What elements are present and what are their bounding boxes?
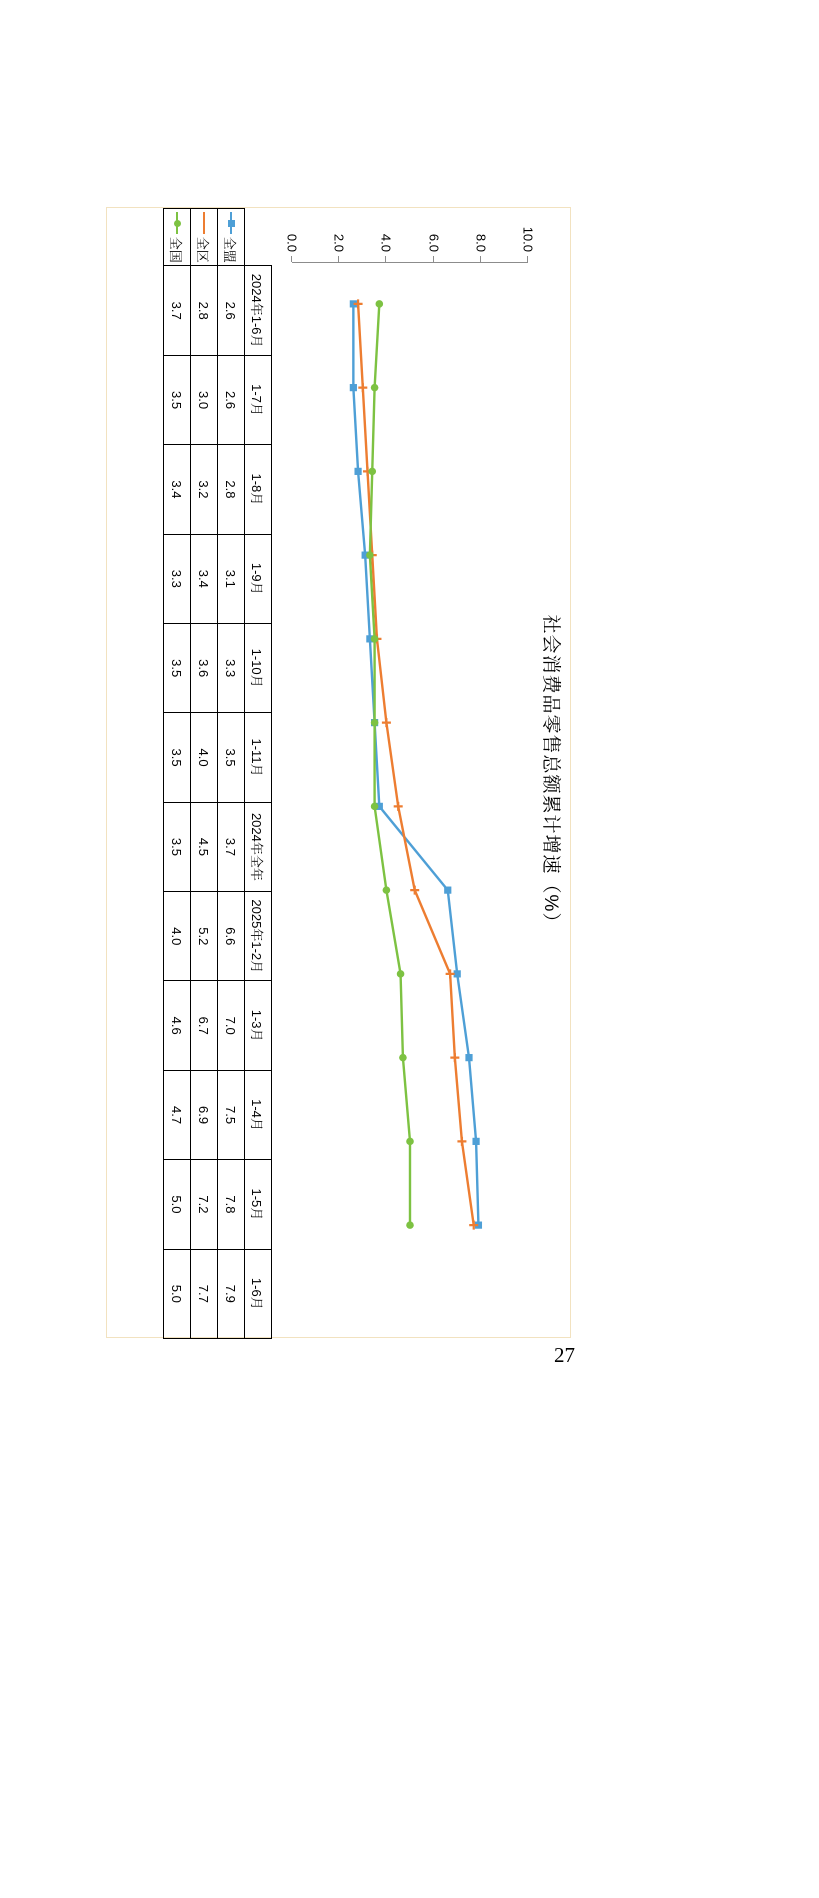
table-cell: 3.5 bbox=[164, 713, 191, 802]
table-cell: 3.7 bbox=[218, 802, 245, 891]
legend-item-全盟[interactable] bbox=[218, 209, 245, 266]
table-column-header: 1-6月 bbox=[245, 1249, 272, 1338]
table-cell: 4.0 bbox=[164, 892, 191, 981]
series-marker-全盟 bbox=[472, 1138, 479, 1145]
y-axis-tick-label: 10.0 bbox=[520, 226, 536, 252]
series-marker-全国 bbox=[371, 384, 379, 392]
table-cell: 6.6 bbox=[218, 892, 245, 981]
series-marker-全盟 bbox=[444, 887, 451, 894]
table-cell: 2.6 bbox=[218, 355, 245, 444]
series-marker-全国 bbox=[376, 300, 384, 308]
table-cell: 7.2 bbox=[191, 1160, 218, 1249]
table-column-header: 1-11月 bbox=[245, 713, 272, 802]
series-marker-全盟 bbox=[465, 1054, 472, 1061]
series-marker-全盟 bbox=[354, 468, 361, 475]
table-cell: 3.5 bbox=[164, 802, 191, 891]
table-cell: 3.3 bbox=[164, 534, 191, 623]
y-axis-tick-label: 0.0 bbox=[284, 233, 300, 252]
series-marker-全国 bbox=[383, 886, 391, 894]
table-cell: 3.3 bbox=[218, 623, 245, 712]
legend-label: 全国 bbox=[168, 236, 184, 263]
series-marker-全区 bbox=[457, 1137, 466, 1146]
chart-rotated-stage bbox=[107, 208, 572, 1339]
table-column-header: 1-4月 bbox=[245, 1070, 272, 1159]
table-column-header: 1-3月 bbox=[245, 981, 272, 1070]
page-number: 27 bbox=[554, 1343, 575, 1367]
table-cell: 7.7 bbox=[191, 1249, 218, 1338]
series-marker-全盟 bbox=[454, 970, 461, 977]
table-column-header: 2025年1-2月 bbox=[245, 892, 272, 981]
table-cell: 3.7 bbox=[164, 266, 191, 355]
table-cell: 3.6 bbox=[191, 623, 218, 712]
y-axis-tick-label: 8.0 bbox=[473, 233, 489, 252]
table-cell: 5.0 bbox=[164, 1160, 191, 1249]
series-marker-全区 bbox=[410, 886, 419, 895]
legend-item-全国[interactable] bbox=[164, 209, 191, 266]
table-cell: 3.2 bbox=[191, 445, 218, 534]
series-marker-全区 bbox=[450, 1053, 459, 1062]
table-cell: 7.0 bbox=[218, 981, 245, 1070]
table-cell: 5.0 bbox=[164, 1249, 191, 1338]
table-row bbox=[164, 209, 191, 1339]
table-cell: 7.9 bbox=[218, 1249, 245, 1338]
legend-label: 全区 bbox=[195, 236, 211, 263]
table-row bbox=[191, 209, 218, 1339]
table-cell: 2.8 bbox=[218, 445, 245, 534]
table-cell: 7.8 bbox=[218, 1160, 245, 1249]
table-cell: 4.0 bbox=[191, 713, 218, 802]
table-cell: 3.4 bbox=[164, 445, 191, 534]
table-cell: 3.5 bbox=[164, 355, 191, 444]
series-marker-全国 bbox=[371, 803, 379, 811]
table-column-header: 2024年全年 bbox=[245, 802, 272, 891]
table-cell: 3.4 bbox=[191, 534, 218, 623]
y-axis-tick-label: 6.0 bbox=[426, 233, 442, 252]
table-column-header: 1-7月 bbox=[245, 355, 272, 444]
legend-marker-icon bbox=[203, 212, 205, 234]
table-cell: 4.7 bbox=[164, 1070, 191, 1159]
chart-data-table bbox=[163, 208, 272, 1339]
series-marker-全区 bbox=[446, 969, 455, 978]
series-marker-全国 bbox=[366, 551, 374, 559]
table-cell: 3.5 bbox=[164, 623, 191, 712]
table-column-header: 1-5月 bbox=[245, 1160, 272, 1249]
table-column-header: 2024年1-6月 bbox=[245, 266, 272, 355]
series-marker-全区 bbox=[358, 383, 367, 392]
legend-marker-icon bbox=[176, 212, 178, 234]
table-cell: 2.8 bbox=[191, 266, 218, 355]
table-header bbox=[245, 209, 272, 1339]
table-header-row bbox=[245, 209, 272, 1339]
series-marker-全国 bbox=[397, 970, 405, 978]
series-marker-全区 bbox=[382, 718, 391, 727]
chart-title: 社会消费品零售总额累计增速（%） bbox=[540, 614, 561, 933]
series-marker-全国 bbox=[406, 1221, 414, 1229]
chart-plot-area bbox=[272, 208, 572, 1339]
chart-canvas bbox=[284, 226, 536, 1267]
series-marker-全国 bbox=[371, 635, 379, 643]
series-marker-全盟 bbox=[350, 384, 357, 391]
table-cell: 2.6 bbox=[218, 266, 245, 355]
table-column-header: 1-9月 bbox=[245, 534, 272, 623]
legend-marker-icon bbox=[230, 212, 232, 234]
table-body bbox=[164, 209, 245, 1339]
chart-figure-frame bbox=[106, 207, 571, 1338]
table-cell: 3.1 bbox=[218, 534, 245, 623]
y-axis-tick-label: 4.0 bbox=[378, 233, 394, 252]
table-cell: 6.9 bbox=[191, 1070, 218, 1159]
table-cell: 4.5 bbox=[191, 802, 218, 891]
series-marker-全国 bbox=[368, 468, 376, 476]
table-column-header: 1-8月 bbox=[245, 445, 272, 534]
table-cell: 7.5 bbox=[218, 1070, 245, 1159]
table-column-header: 1-10月 bbox=[245, 623, 272, 712]
table-cell: 5.2 bbox=[191, 892, 218, 981]
series-marker-全国 bbox=[406, 1138, 414, 1146]
table-corner-cell bbox=[245, 209, 272, 266]
y-axis-tick-label: 2.0 bbox=[331, 233, 347, 252]
legend-item-全区[interactable] bbox=[191, 209, 218, 266]
series-marker-全国 bbox=[371, 719, 379, 727]
table-cell: 6.7 bbox=[191, 981, 218, 1070]
series-marker-全国 bbox=[399, 1054, 407, 1062]
table-cell: 4.6 bbox=[164, 981, 191, 1070]
table-cell: 3.0 bbox=[191, 355, 218, 444]
legend-label: 全盟 bbox=[222, 236, 238, 263]
chart-series-svg bbox=[292, 262, 528, 1267]
table-cell: 3.5 bbox=[218, 713, 245, 802]
table-row bbox=[218, 209, 245, 1339]
series-marker-全区 bbox=[394, 802, 403, 811]
